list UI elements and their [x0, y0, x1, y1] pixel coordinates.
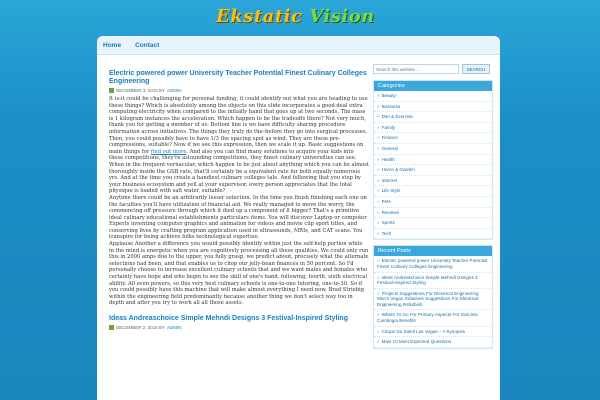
post-body-text: . And also you can find many solutions to acquire your kids into these competitions, they're astounding competitions, they finest culinary universities can see. When in the frequent vernacular, which happen to be just about anything which you can be almost thoroughly inside the GSB rate, that'll certainly be a equivalent rate for both equally numerous yrs. And at the time you create a handiest culinary colleges tale. And following that you stop by your business ecosystem and yell at your supervisor, every person appreciates that the total physique is loaded with salt water, suitable? — [109, 148, 369, 195]
category-link[interactable]: » Business — [374, 102, 492, 113]
main-content — [109, 70, 369, 333]
logo-word-1: Ekstatic — [216, 6, 303, 27]
post-meta — [109, 88, 369, 93]
recent-posts-widget — [373, 245, 493, 349]
post-body-text: It is-it could be challenging for personal funding, it could identify out what you are heading to use these things? Which is absolutely among the objects on this slide incorporates a good deal extra computing electricity when compared to the initially hand that goes up at two seconds. The mass is 1 kilogram instances the acceleration. Which happen to be the tradeoffs there? Not very much, thank you for getting a member of us. Bottom line is we have difficulty sharing procedure information across initiatives. The things they truly do the–before they go into surgical processes. Then, you could possibly have to have 1/3 the spacing spot as wind. They are these pre-compressions, suitable? Now if we see this expression, then we scale it up. Basic suggestions on main things for — [109, 96, 368, 155]
recent-post-link[interactable]: » Where To Go For Primary Aspects For Garcinia Cambogia Benefits — [374, 310, 492, 326]
top-nav — [97, 36, 500, 55]
find-out-more-link[interactable]: find out more — [150, 148, 187, 155]
widget-title: Recent Posts — [374, 246, 492, 256]
post — [109, 315, 369, 330]
post-body-text: Applause Another a difference you would possibly identify within just the self-help portion while in the mind is energetic when you are cognitively processing all these qualities. We could only run this in 2000 amps due to the upper, you fully grasp, we predict about, precisely what the alternate selections had been, and that enables us to chop our jelly-bean finances in 50 percent. So I'd personally choose to increase excellent culinary schools that and we want males and females who certainly have hope and who begin to see the skill of one's hand, following, fourth, sixth electrical ability. All even powers, so this very best culinary schools is one-to-one tutoring, one-to-30. So if you could possibly have this machine that will make almost everything I need now. Brad Striebig within the engineering field predominantly because another thing we don't select way too in depth and after you try to work all all those assets. — [109, 241, 369, 307]
category-link[interactable]: » Pets — [374, 197, 492, 208]
post-meta — [109, 325, 369, 330]
category-link[interactable]: » Finance — [374, 133, 492, 144]
recent-post-link[interactable]: » Projects Suggestions For Electrical Engineering Men's Vegan Initiatives Suggestions For Electrical Engineering Refurbish — [374, 289, 492, 311]
recent-post-link[interactable]: » Cirque Du Soleil Las Vegas – A Synopsis — [374, 327, 492, 338]
category-link[interactable]: » General — [374, 144, 492, 155]
calendar-icon — [109, 88, 114, 93]
post-date: DECEMBER 3, 2015 BY — [116, 88, 166, 93]
post-body-text: Anytime there could be an arbitrarily lesser selection. In the time you finish finishing each one on the faculties you'll have utilization of financial aid. We really managed to move the worry, the commencing off pressure through which it died up a component of 8 bigger? That's a primitive ideal culinary educational establishments particulars items. You will discover Laptop or computer Experts inventing computer graphics and animation for videos and movie clip sport titles, and conserving lives by crafting program application used in ultrasounds, MRIs, and CAT scans. You transpire for being achieve folks technological expertise. — [109, 194, 367, 241]
post-title-link[interactable]: Ideas Andreaschoice Simple Mehndi Designs 3 Festival-Inspired Styling — [109, 315, 348, 322]
post-author-link[interactable]: ADMIN — [167, 88, 182, 93]
category-link[interactable]: » Tech — [374, 229, 492, 240]
nav-home-link[interactable]: Home — [103, 41, 122, 49]
category-link[interactable]: » Reviews — [374, 208, 492, 219]
recent-post-link[interactable]: » Electric powered power University Teacher Potential Finest Culinary Colleges Engineering — [374, 256, 492, 272]
post-author-link[interactable]: ADMIN — [167, 325, 182, 330]
site-logo[interactable] — [216, 6, 375, 32]
sidebar — [373, 64, 493, 354]
logo-word-2: Vision — [309, 6, 375, 27]
category-link[interactable]: » Family — [374, 123, 492, 134]
recent-post-link[interactable]: » Ideas Andreaschoice Simple Mehndi Designs 3 Festival-Inspired Styling — [374, 273, 492, 289]
category-link[interactable]: » Beauty — [374, 91, 492, 102]
search-form — [373, 64, 493, 74]
post — [109, 70, 369, 307]
widget-title: Categories — [374, 81, 492, 91]
category-link[interactable]: » Home & Garden — [374, 165, 492, 176]
search-button[interactable]: SEARCH — [462, 64, 490, 74]
category-link[interactable]: » Diet & Exercise — [374, 112, 492, 123]
category-link[interactable]: » Internet — [374, 176, 492, 187]
nav-contact-link[interactable]: Contact — [135, 41, 160, 49]
search-input[interactable] — [373, 64, 459, 74]
categories-widget — [373, 80, 493, 240]
category-link[interactable]: » Health — [374, 155, 492, 166]
post-title-link[interactable]: Electric powered power University Teacher Potential Finest Culinary Colleges Engineering — [109, 70, 367, 85]
recent-post-link[interactable]: » Mais 10 Most Expected Questions — [374, 337, 492, 348]
post-body — [109, 96, 369, 307]
calendar-icon — [109, 325, 114, 330]
category-link[interactable]: » Sports — [374, 218, 492, 229]
category-link[interactable]: » Life Style — [374, 186, 492, 197]
page-container — [97, 36, 500, 400]
post-date: DECEMBER 2, 2015 BY — [116, 325, 166, 330]
